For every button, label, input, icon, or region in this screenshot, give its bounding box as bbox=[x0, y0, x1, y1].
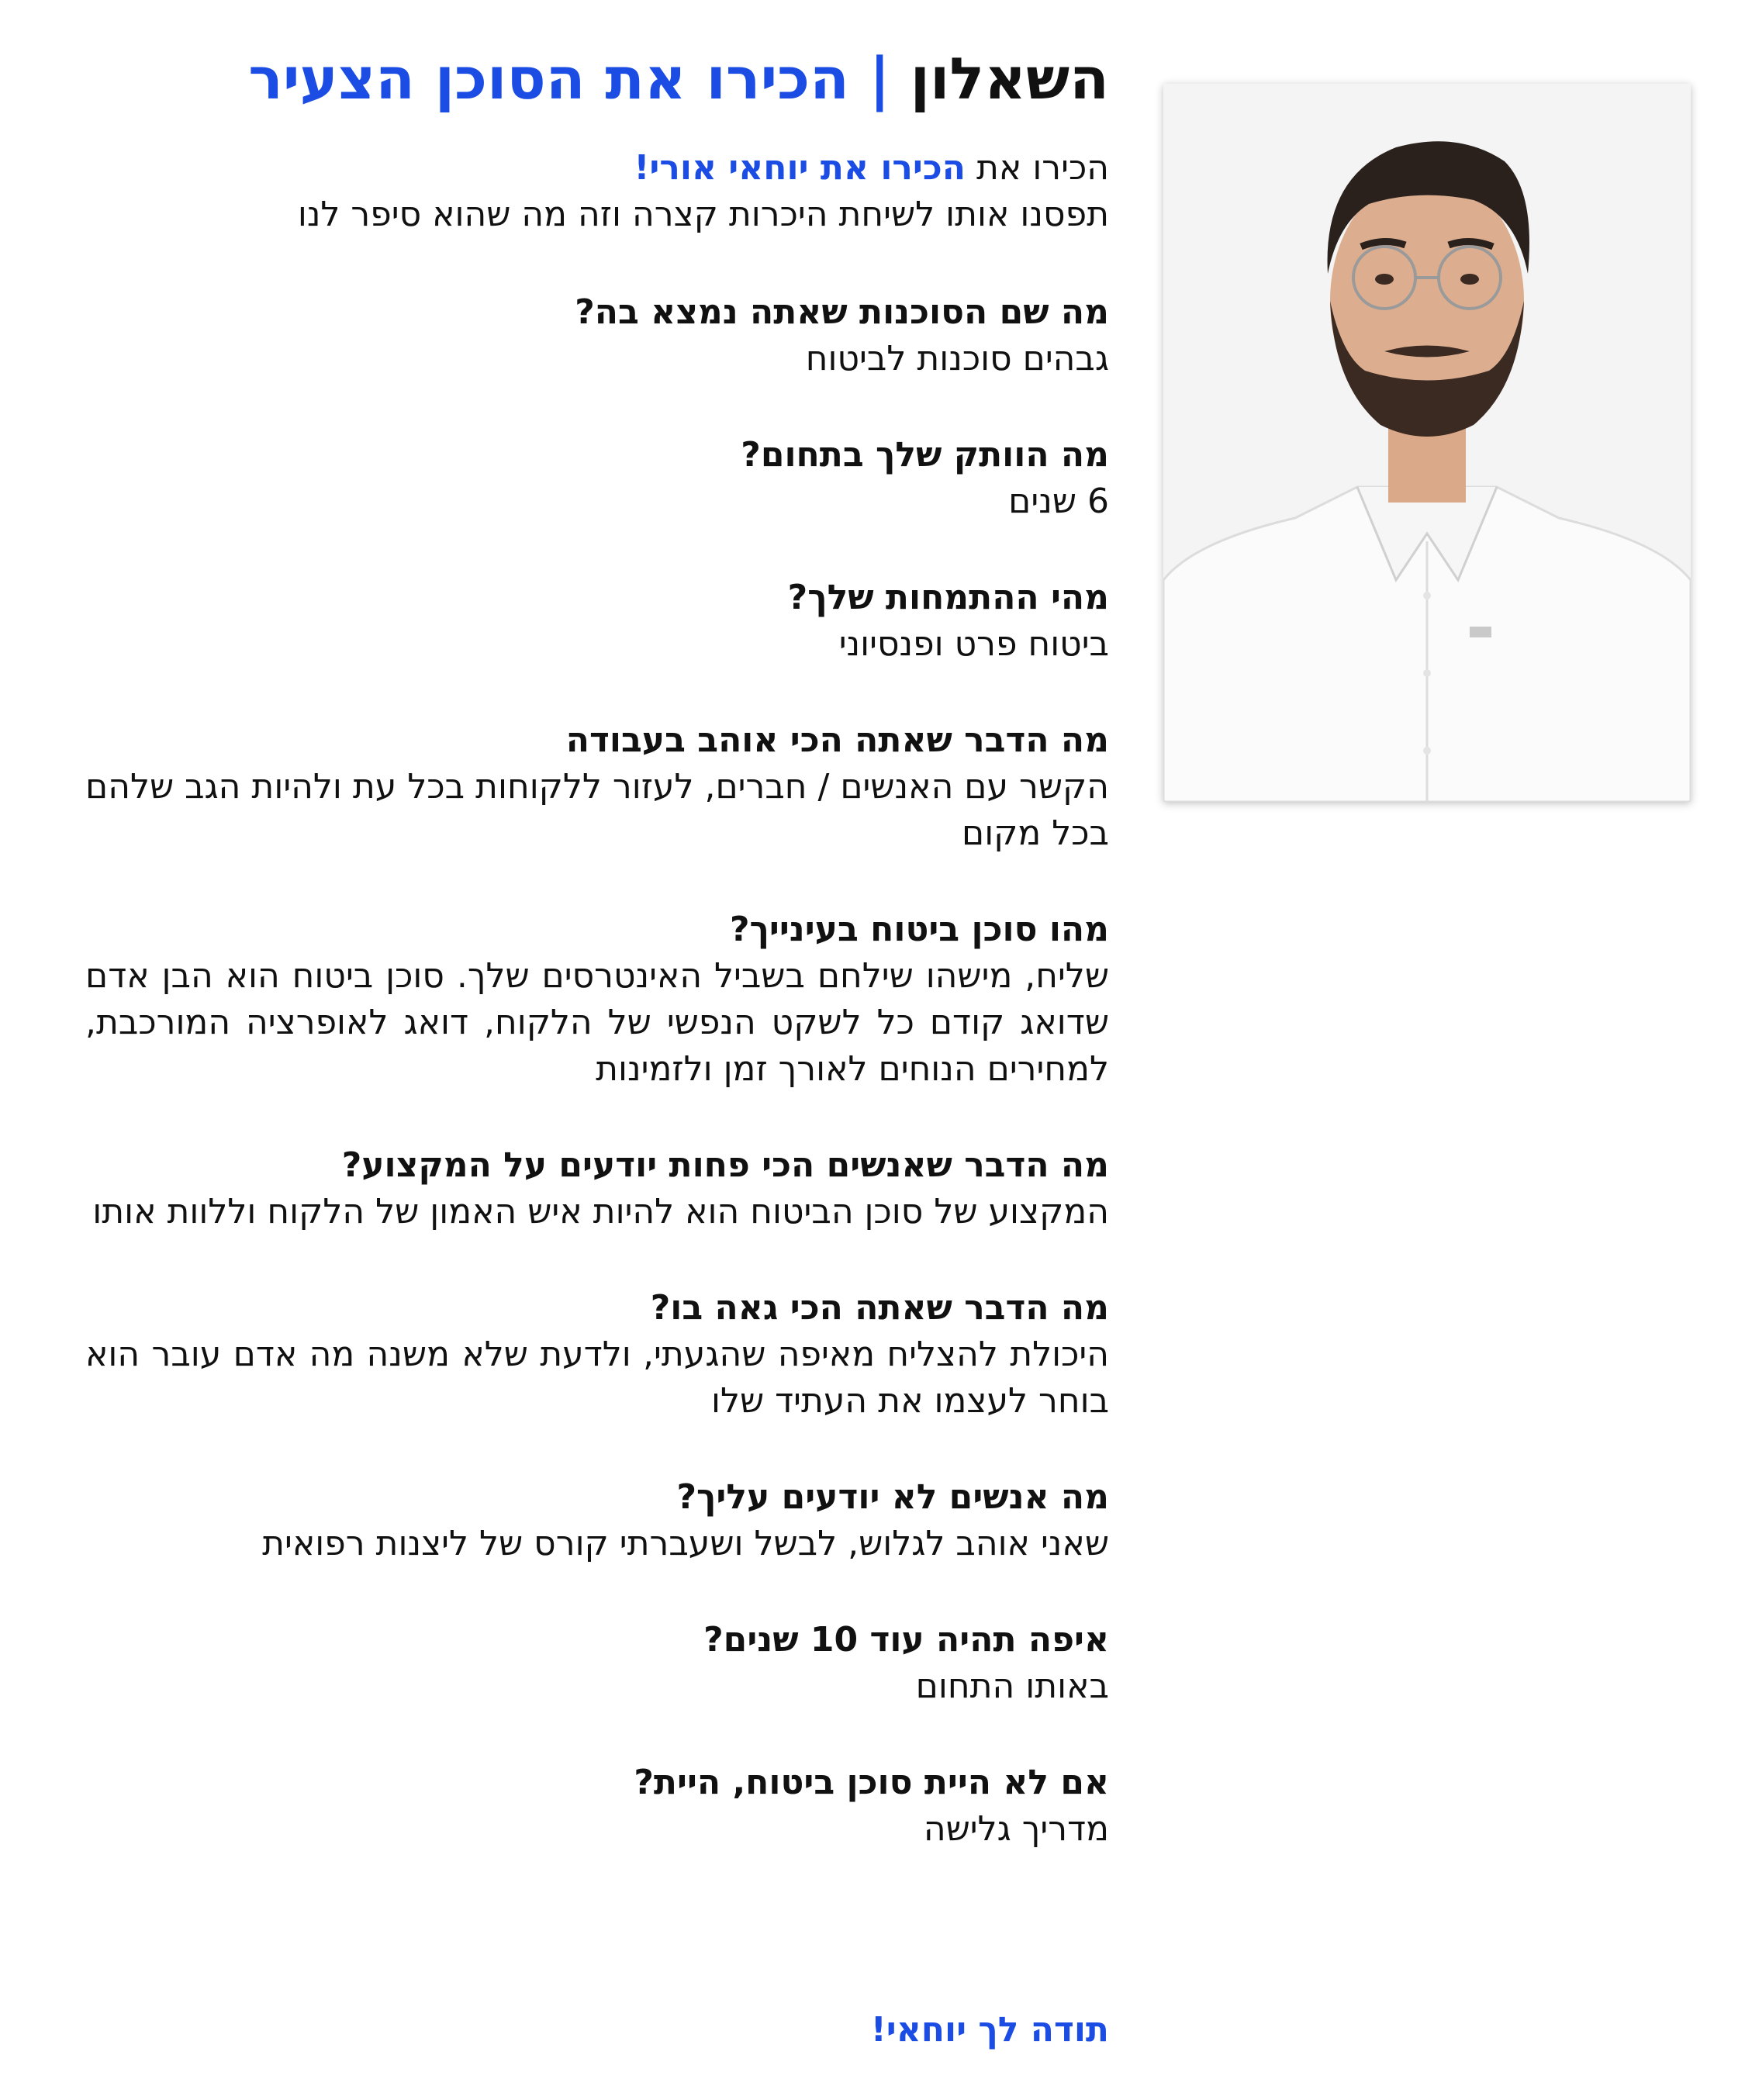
answer: שאני אוהב לגלוש, לבשל ושעברתי קורס של ליצנות רפואית bbox=[262, 1524, 1109, 1564]
answer: מדריך גלישה bbox=[923, 1809, 1109, 1850]
question: מה הדבר שאתה הכי אוהב בעבודה bbox=[565, 720, 1109, 761]
answer: המקצוע של סוכן הביטוח הוא להיות איש האמון של הלקוח וללוות אותו bbox=[92, 1192, 1109, 1232]
title-part-2: הכירו את הסוכן הצעיר bbox=[248, 46, 850, 112]
question: מה הוותק שלך בתחום? bbox=[741, 435, 1109, 475]
question: מהו סוכן ביטוח בעינייך? bbox=[729, 910, 1109, 950]
intro-line-1 bbox=[85, 145, 1109, 192]
qa-item-least-known bbox=[85, 1142, 1109, 1235]
qa-item-specialty bbox=[85, 575, 1109, 668]
question: איפה תהיה עוד 10 שנים? bbox=[703, 1620, 1109, 1660]
question: אם לא היית סוכן ביטוח, היית? bbox=[634, 1763, 1109, 1803]
qa-item-alternative-career bbox=[85, 1760, 1109, 1853]
question: מה הדבר שאתה הכי גאה בו? bbox=[650, 1288, 1109, 1328]
person-portrait-image bbox=[1163, 84, 1691, 802]
qa-item-what-is-agent bbox=[85, 907, 1109, 1093]
qa-item-favorite-part bbox=[85, 717, 1109, 857]
qa-item-proudest bbox=[85, 1285, 1109, 1425]
profile-photo bbox=[1163, 84, 1691, 802]
question: מה אנשים לא יודעים עליך? bbox=[676, 1477, 1109, 1518]
article-content bbox=[85, 47, 1109, 1902]
intro-prefix: הכירו את bbox=[966, 148, 1109, 188]
page-title bbox=[85, 47, 1109, 112]
answer: באותו התחום bbox=[915, 1667, 1109, 1707]
qa-item-seniority bbox=[85, 432, 1109, 525]
intro-highlight: הכירו את יוחאי אורי! bbox=[634, 148, 966, 188]
qa-item-agency bbox=[85, 289, 1109, 382]
question: מה שם הסוכנות שאתה נמצא בה? bbox=[575, 292, 1109, 333]
qa-item-ten-years bbox=[85, 1617, 1109, 1710]
answer: 6 שנים bbox=[1008, 482, 1109, 522]
answer: ביטוח פרט ופנסיוני bbox=[838, 624, 1109, 665]
title-part-1: השאלון bbox=[910, 46, 1109, 112]
question: מה הדבר שאנשים הכי פחות יודעים על המקצוע? bbox=[341, 1145, 1109, 1186]
answer: הקשר עם האנשים / חברים, לעזור ללקוחות בכל עת ולהיות הגב שלהם בכל מקום bbox=[85, 767, 1109, 854]
answer: שליח, מישהו שילחם בשביל האינטרסים שלך. סוכן ביטוח הוא הבן אדם שדואג קודם כל לשקט הנפשי של הלקוח, דואג לאופרציה המורכבת, למחירים הנוחים לאורך זמן ולזמינות bbox=[85, 956, 1109, 1090]
thanks-note: תודה לך יוחאי! bbox=[870, 2010, 1109, 2050]
qa-item-unknown-facts bbox=[85, 1474, 1109, 1567]
answer: היכולת להצליח מאיפה שהגעתי, ולדעת שלא משנה מה אדם עובר הוא בוחר לעצמו את העתיד שלו bbox=[85, 1335, 1109, 1421]
intro-line-2: תפסנו אותו לשיחת היכרות קצרה וזה מה שהוא סיפר לנו bbox=[297, 195, 1109, 235]
title-separator: | bbox=[869, 46, 890, 112]
answer: גבהים סוכנות לביטוח bbox=[805, 339, 1109, 379]
question: מהי ההתמחות שלך? bbox=[787, 578, 1109, 618]
intro-paragraph bbox=[85, 145, 1109, 238]
